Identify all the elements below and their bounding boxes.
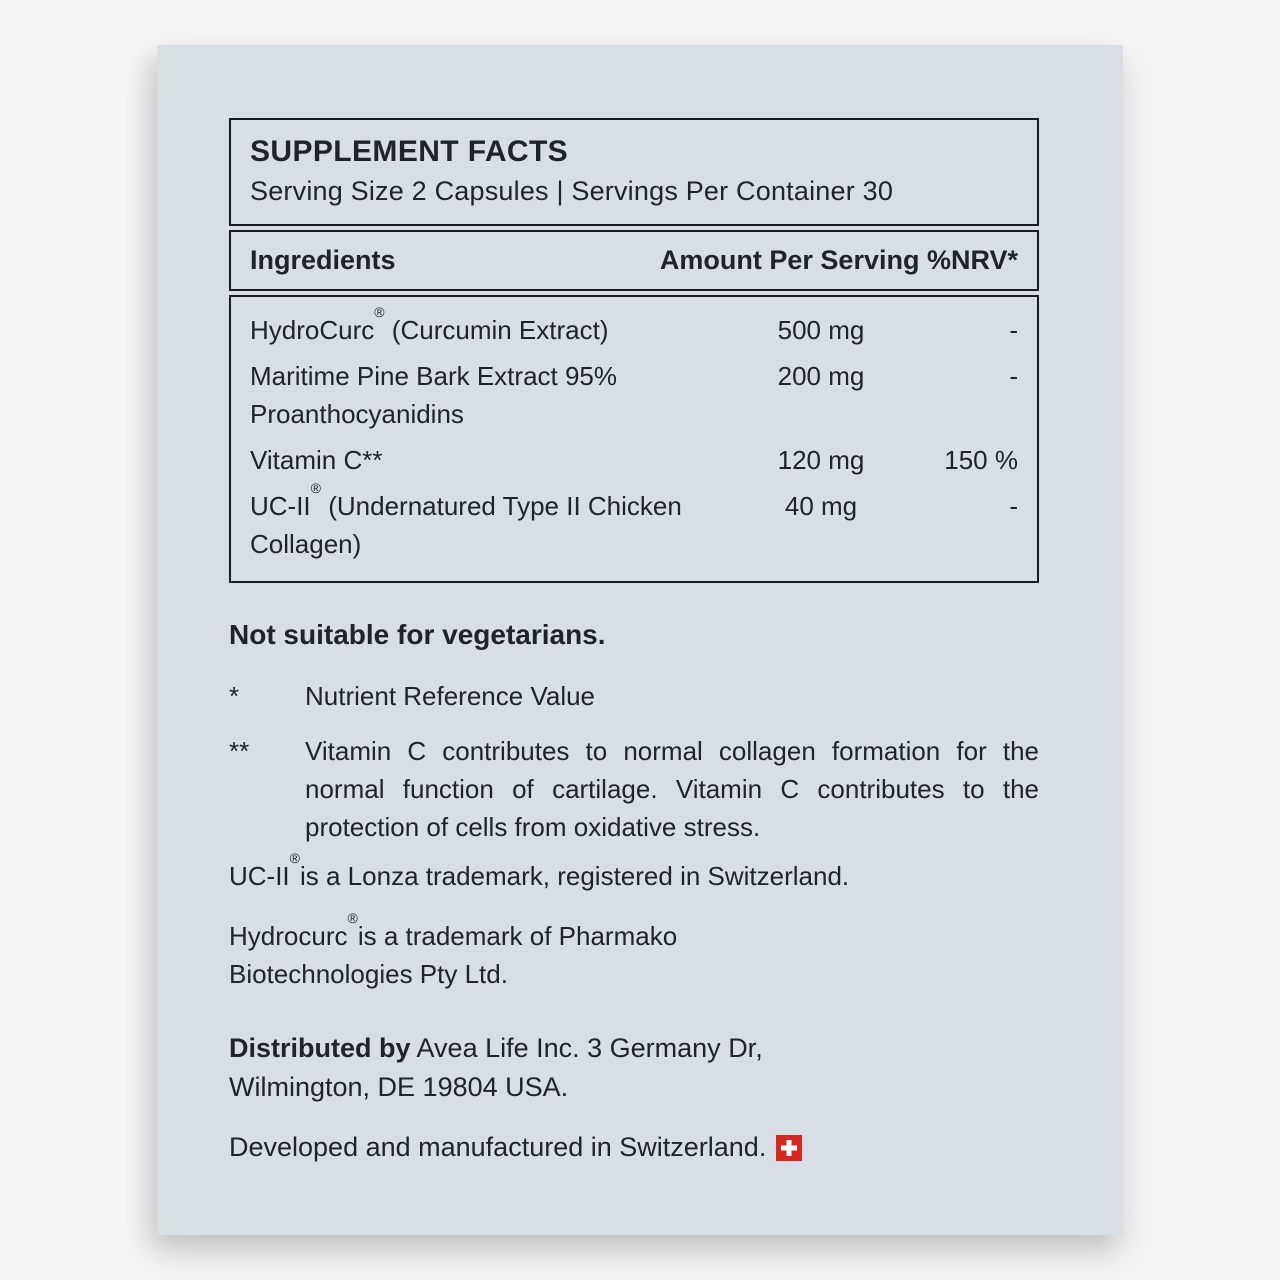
facts-header-box <box>229 118 1039 226</box>
ingredient-name-text: Vitamin C** <box>250 445 383 475</box>
ingredient-name-text: HydroCurc <box>250 315 375 345</box>
column-header-amount-nrv: Amount Per Serving %NRV* <box>659 245 1018 275</box>
ingredient-name <box>250 441 730 479</box>
nrv-value: - <box>1009 491 1018 521</box>
distribution-info <box>229 1029 1039 1107</box>
ingredient-name-suffix: (Curcumin Extract) <box>384 315 609 345</box>
vegetarian-note: Not suitable for vegetarians. <box>229 619 606 650</box>
ucii-trademark-note <box>229 850 1039 895</box>
serving-size-line: Serving Size 2 Capsules | Servings Per Container 30 <box>250 176 894 206</box>
nrv-value: - <box>1009 361 1018 391</box>
ingredient-name <box>250 357 730 433</box>
amount-per-serving-value: 40 mg <box>784 491 858 521</box>
ingredient-name-suffix: (Undernatured Type II Chicken Collagen) <box>250 491 682 559</box>
nrv-value: - <box>1009 315 1018 345</box>
ingredient-name-text: Maritime Pine Bark Extract 95% Proanthocyanidins <box>250 361 618 429</box>
supplement-facts-title: SUPPLEMENT FACTS <box>250 135 569 168</box>
footnote-marker: ** <box>229 736 250 766</box>
table-row <box>250 480 1018 563</box>
footnote-nrv <box>229 677 1039 715</box>
trademark-text: is a Lonza trademark, registered in Switzerland. <box>300 861 850 891</box>
table-row <box>250 357 1018 433</box>
registered-trademark-mark: ® <box>374 304 385 321</box>
ingredient-name <box>250 304 730 349</box>
swiss-flag-icon <box>776 1135 802 1161</box>
trademark-text: is a trademark of Pharmako <box>357 921 678 951</box>
amount-per-serving-value: 120 mg <box>777 445 865 475</box>
distribution-line-2: Wilmington, DE 19804 USA. <box>229 1072 569 1102</box>
column-header-ingredients: Ingredients <box>250 245 396 275</box>
amount-per-serving-value: 500 mg <box>777 315 865 345</box>
trademark-name: Hydrocurc <box>229 921 348 951</box>
footnote-marker: * <box>229 681 240 711</box>
trademark-line-1 <box>229 910 1039 955</box>
distribution-line-1 <box>229 1029 1039 1068</box>
footnote-text: Vitamin C contributes to normal collagen formation for the normal function of cartilage. Vitamin C contributes to the protection of cells from oxidative stress. <box>305 736 1039 842</box>
amount-per-serving-value: 200 mg <box>777 361 865 391</box>
footnote-text: Nutrient Reference Value <box>305 681 596 711</box>
registered-trademark-mark: ® <box>347 910 358 927</box>
distribution-address-1: Avea Life Inc. 3 Germany Dr, <box>410 1033 763 1063</box>
footnote-vitamin-c <box>229 732 1039 846</box>
registered-trademark-mark: ® <box>310 480 321 497</box>
distributed-by-label: Distributed by <box>229 1033 411 1063</box>
ingredient-name-text: UC-II <box>250 491 311 521</box>
trademark-name: UC-II <box>229 861 290 891</box>
registered-trademark-mark: ® <box>289 850 300 867</box>
facts-rows-box <box>229 295 1039 583</box>
trademark-line-2: Biotechnologies Pty Ltd. <box>229 959 508 989</box>
manufactured-text: Developed and manufactured in Switzerland. <box>229 1132 767 1162</box>
table-row <box>250 441 1018 479</box>
ingredient-name <box>250 480 730 563</box>
nrv-value: 150 % <box>944 445 1018 475</box>
hydrocurc-trademark-note <box>229 910 1039 993</box>
supplement-label-card <box>157 45 1123 1235</box>
facts-columns-box <box>229 230 1039 291</box>
table-row <box>250 304 1018 349</box>
manufactured-note <box>229 1132 1039 1163</box>
